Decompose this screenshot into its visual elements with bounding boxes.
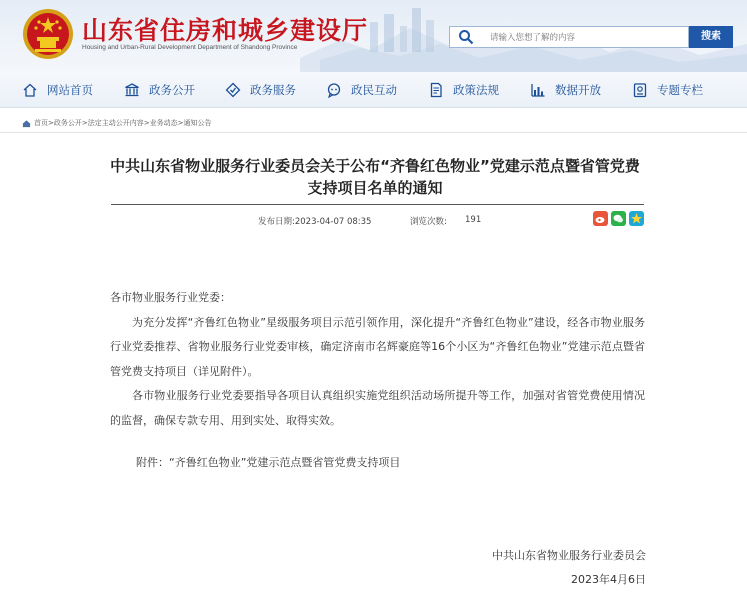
share-buttons: [593, 211, 644, 226]
article-title-line1: 中共山东省物业服务行业委员会关于公布“齐鲁红色物业”党建示范点暨省管党费: [110, 157, 640, 175]
service-diamond-icon: [225, 82, 241, 98]
nav-item-label: 政务服务: [250, 83, 296, 97]
nav-item-gov-affairs[interactable]: [124, 72, 195, 108]
paragraph: 为充分发挥“齐鲁红色物业”星级服务项目示范引领作用，深化提升“齐鲁红色物业”建设，经各市物业服务行业党委推荐、省物业服务行业党委审核，确定济南市名辉豪庭等16个小区为“齐鲁红色物业”党建示范点暨省管党费支持项目（详见附件）。: [110, 315, 645, 378]
search-box[interactable]: [449, 26, 689, 48]
salutation: 各市物业服务行业党委：: [110, 291, 231, 304]
nav-item-label: 政民互动: [351, 83, 397, 97]
document-icon: [428, 82, 444, 98]
national-emblem-icon: [22, 8, 74, 60]
nav-item-open-data[interactable]: [530, 72, 601, 108]
site-title: 山东省住房和城乡建设厅: [82, 16, 369, 45]
nav-item-policy[interactable]: [428, 72, 499, 108]
article-body: [110, 286, 645, 476]
nav-item-interaction[interactable]: [326, 72, 397, 108]
header-banner: [0, 0, 747, 72]
nav-item-gov-service[interactable]: [225, 72, 296, 108]
column-icon: [632, 82, 648, 98]
search-button[interactable]: 搜索: [689, 26, 733, 48]
nav-item-special-column[interactable]: [632, 72, 703, 108]
title-divider: [111, 204, 644, 205]
nav-item-label: 专题专栏: [657, 83, 703, 97]
paragraph: 各市物业服务行业党委要指导各项目认真组织实施党组织活动场所提升等工作，加强对省管党费使用情况的监督，确保专款专用、用到实处、取得实效。: [110, 389, 645, 427]
article-title: [100, 155, 650, 199]
signature-date: 2023年4月6日: [571, 573, 646, 586]
views-count: 191: [465, 215, 482, 225]
wechat-share-icon[interactable]: [611, 211, 626, 226]
home-icon: [22, 82, 38, 98]
weibo-share-icon[interactable]: [593, 211, 608, 226]
main-nav: [0, 72, 747, 108]
bar-chart-icon: [530, 82, 546, 98]
views-label: 浏览次数:: [410, 217, 447, 227]
government-building-icon: [124, 82, 140, 98]
site-subtitle: Housing and Urban-Rural Development Department of Shandong Province: [82, 44, 298, 51]
nav-item-label: 数据开放: [555, 83, 601, 97]
home-icon: [22, 119, 31, 128]
signature-org: 中共山东省物业服务行业委员会: [492, 549, 646, 562]
nav-item-label: 网站首页: [47, 83, 93, 97]
publish-date: 发布日期:2023-04-07 08:35: [258, 217, 372, 227]
chat-icon: [326, 82, 342, 98]
signature-block: [492, 544, 646, 592]
spacer: [110, 433, 645, 451]
search-input[interactable]: [490, 30, 680, 45]
search-icon: [458, 29, 474, 45]
attachment-link[interactable]: 附件：“齐鲁红色物业”党建示范点暨省管党费支持项目: [136, 456, 401, 469]
breadcrumb[interactable]: [22, 118, 211, 128]
favorite-star-icon[interactable]: [629, 211, 644, 226]
nav-item-label: 政策法规: [453, 83, 499, 97]
nav-item-label: 政务公开: [149, 83, 195, 97]
article-title-line2: 支持项目名单的通知: [307, 179, 443, 197]
divider: [0, 132, 747, 133]
breadcrumb-text[interactable]: 首页>政务公开>法定主动公开内容>业务动态>通知公告: [34, 119, 212, 127]
nav-item-home[interactable]: [22, 72, 93, 108]
